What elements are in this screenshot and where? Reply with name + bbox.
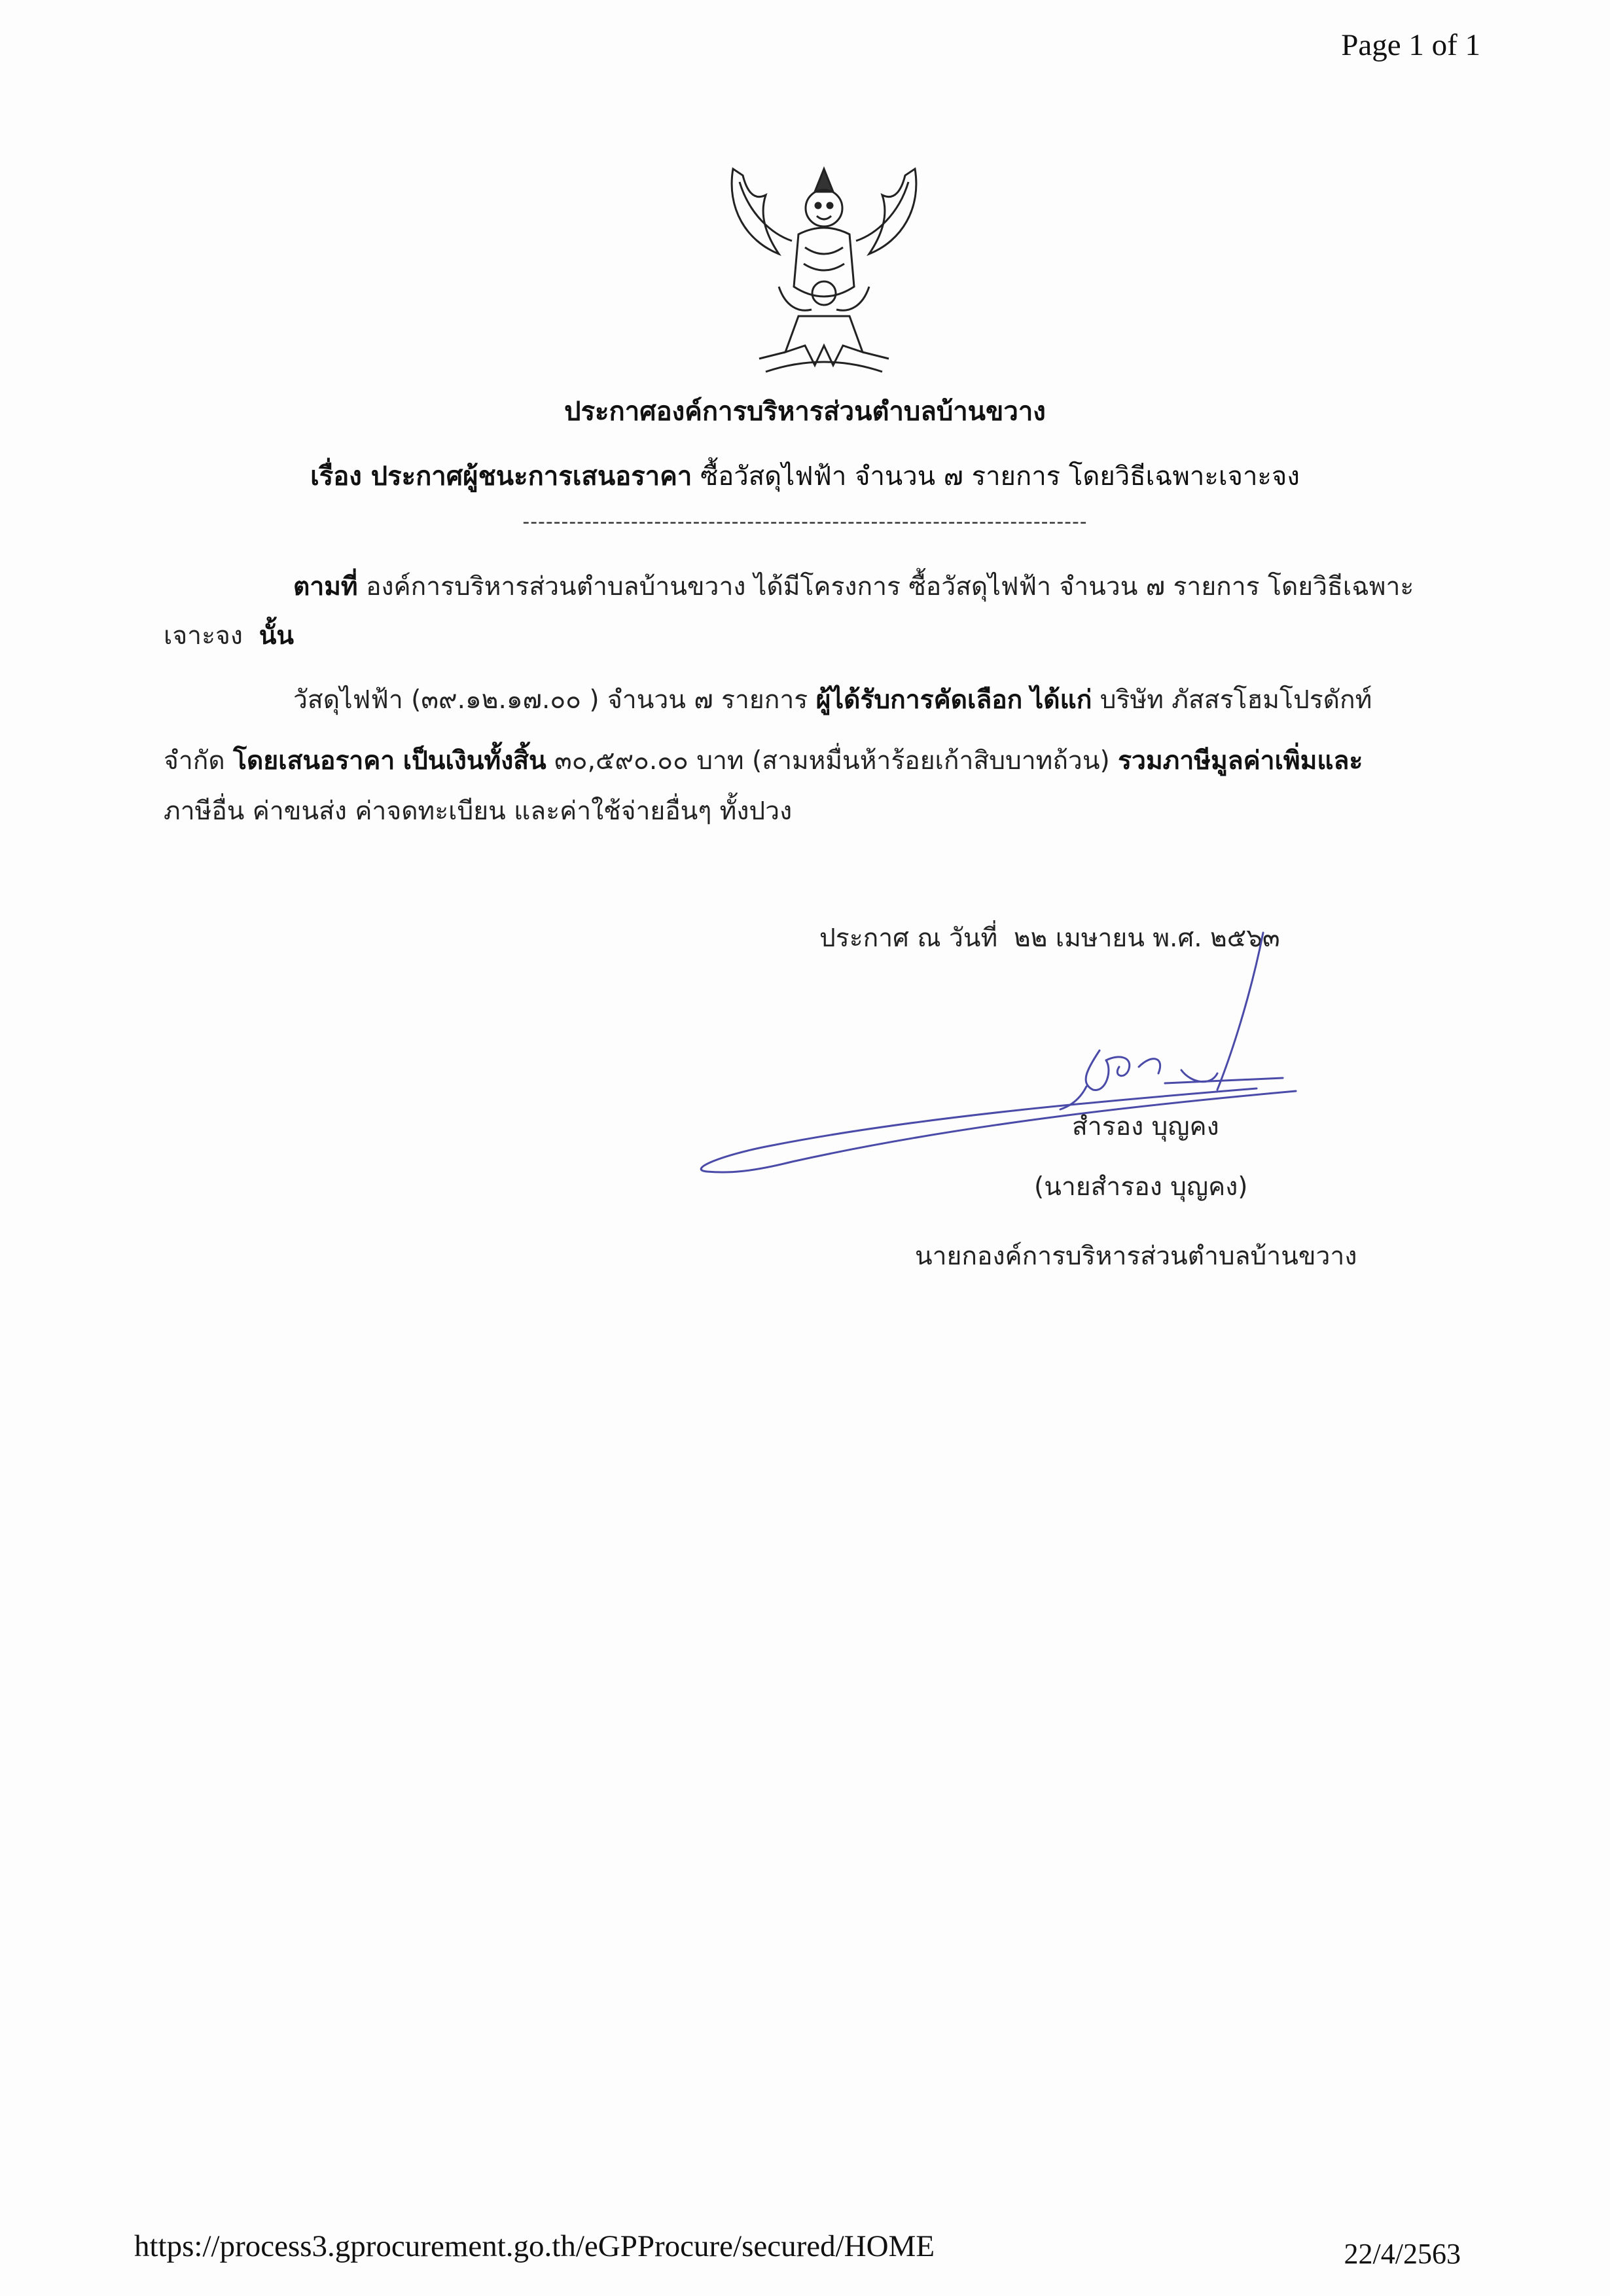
subject-text: ซื้อวัสดุไฟฟ้า จำนวน ๗ รายการ โดยวิธีเฉพาะเจาะจง (700, 461, 1300, 492)
signatory-full-name: (นายสำรอง บุญคง) (1034, 1172, 1248, 1202)
date-value: ๒๒ เมษายน พ.ศ. ๒๕๖๓ (1013, 924, 1280, 953)
p1-lead: ตามที่ (293, 572, 358, 601)
announcement-subject (0, 455, 1610, 497)
footer-date: 22/4/2563 (1344, 2238, 1461, 2270)
title-separator: ------------------------------------------------------------------------- (522, 511, 1088, 533)
announcement-title: ประกาศองค์การบริหารส่วนตำบลบ้านขวาง (564, 397, 1046, 427)
signatory-name: สำรอง บุญคง (1072, 1112, 1219, 1141)
paragraph-2-line-2 (164, 748, 1363, 774)
p2-company-suffix: จำกัด (164, 746, 225, 776)
date-prefix: ประกาศ ณ วันที่ (819, 924, 998, 953)
p2-selected-label: ผู้ได้รับการคัดเลือก (815, 685, 1023, 715)
garuda-emblem-icon (720, 156, 928, 385)
handwritten-signature (694, 920, 1309, 1194)
paragraph-1-line-1 (293, 574, 1414, 600)
paragraph-1-line-2 (164, 623, 294, 649)
p1-text-2: เจาะจง (164, 621, 243, 651)
p2-item: วัสดุไฟฟ้า (๓๙.๑๒.๑๗.๐๐ ) จำนวน ๗ รายการ (293, 685, 808, 715)
subject-prefix: เรื่อง ประกาศผู้ชนะการเสนอราคา (310, 461, 692, 492)
p2-company: บริษัท ภัสสรโฮมโปรดักท์ (1100, 685, 1372, 715)
p2-total-label: เป็นเงินทั้งสิ้น (402, 746, 546, 776)
p2-vat-label: รวมภาษีมูลค่าเพิ่มและ (1118, 746, 1363, 776)
p2-amount: ๓๐,๕๙๐.๐๐ บาท (สามหมื่นห้าร้อยเก้าสิบบาทถ้วน) (554, 746, 1110, 776)
p1-end: นั้น (259, 621, 295, 651)
p2-bid-label: โดยเสนอราคา (233, 746, 395, 776)
p2-winner-label: ได้แก่ (1030, 685, 1092, 715)
paragraph-2-line-3: ภาษีอื่น ค่าขนส่ง ค่าจดทะเบียน และค่าใช้จ่ายอื่นๆ ทั้งปวง (164, 797, 793, 826)
signatory-position: นายกองค์การบริหารส่วนตำบลบ้านขวาง (915, 1242, 1357, 1271)
footer-url: https://process3.gprocurement.go.th/eGPProcure/secured/HOME (134, 2229, 935, 2263)
page-number: Page 1 of 1 (1341, 28, 1480, 62)
p1-text: องค์การบริหารส่วนตำบลบ้านขวาง ได้มีโครงการ ซื้อวัสดุไฟฟ้า จำนวน ๗ รายการ โดยวิธีเฉพาะ (366, 572, 1414, 601)
paragraph-2-line-1 (293, 687, 1372, 713)
